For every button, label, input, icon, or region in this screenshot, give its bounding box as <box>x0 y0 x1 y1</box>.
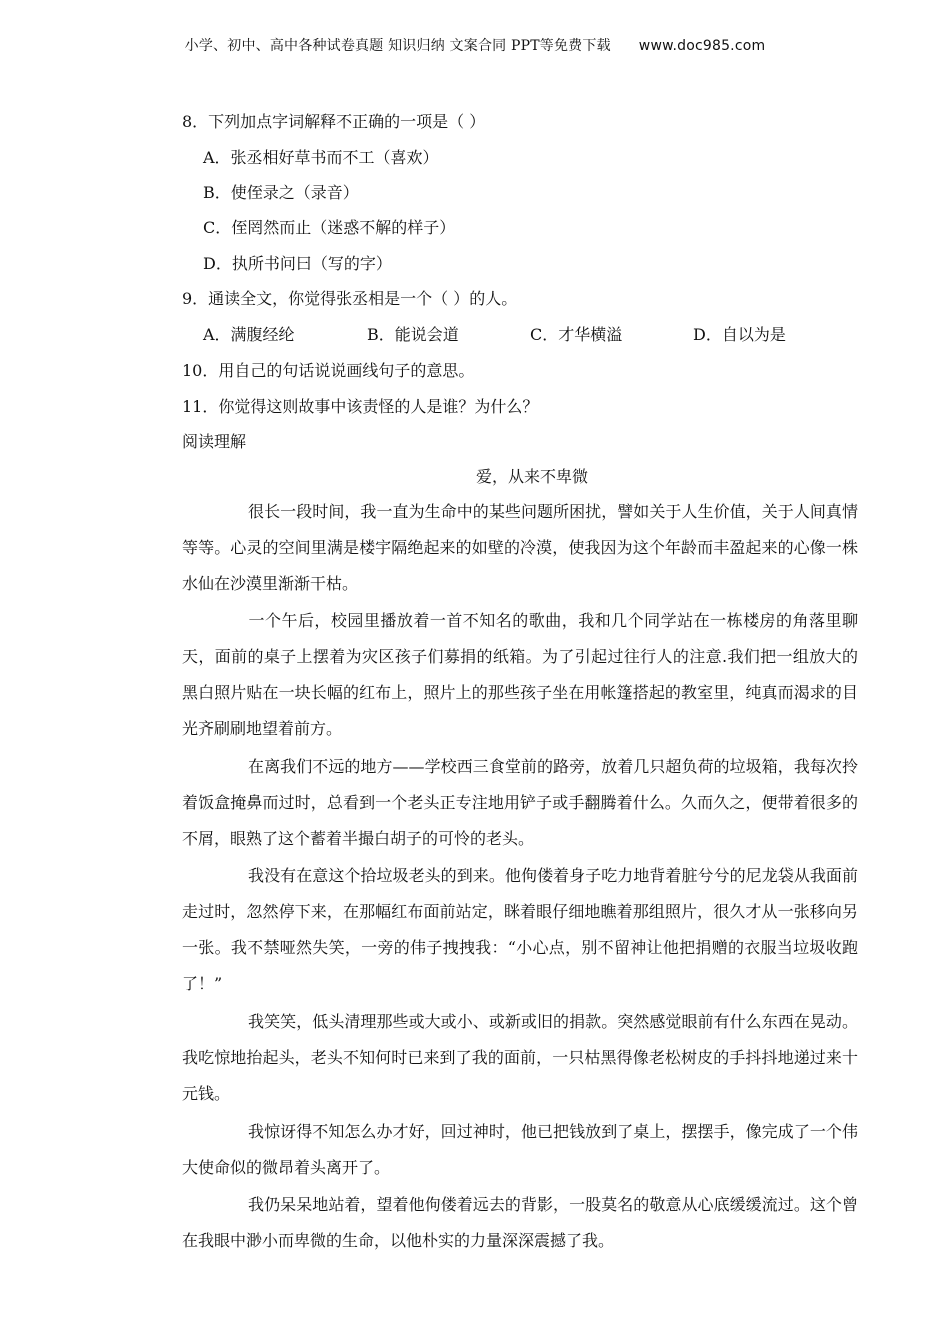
question-9-option-b: B．能说会道 <box>367 325 459 344</box>
section-label: 阅读理解 <box>182 432 247 451</box>
question-9-option-d: D．自以为是 <box>693 325 786 344</box>
header-site-link[interactable]: www.doc985.com <box>638 38 766 54</box>
article-paragraph: 我笑笑，低头清理那些或大或小、或新或旧的捐款。突然感觉眼前有什么东西在晃动。我吃惊地抬起头，老头不知何时已来到了我的面前，一只枯黑得像老松树皮的手抖抖地递过来十元钱。 <box>182 1012 858 1103</box>
question-9-option-a: A．满腹经纶 <box>203 325 295 344</box>
article-paragraph: 很长一段时间，我一直为生命中的某些问题所困扰，譬如关于人生价值，关于人间真情等等。心灵的空间里满是楼宇隔绝起来的如壁的冷漠，使我因为这个年龄而丰盈起来的心像一株水仙在沙漠里渐渐干枯。 <box>182 502 858 593</box>
header-tagline: 小学、初中、高中各种试卷真题 知识归纳 文案合同 PPT等免费下载 <box>184 38 611 54</box>
article-paragraph: 在离我们不远的地方——学校西三食堂前的路旁，放着几只超负荷的垃圾箱，我每次拎着饭盒掩鼻而过时，总看到一个老头正专注地用铲子或手翻腾着什么。久而久之，便带着很多的不屑，眼熟了这个蓄着半撮白胡子的可怜的老头。 <box>182 757 858 848</box>
question-9-stem: 9．通读全文，你觉得张丞相是一个（ ）的人。 <box>182 289 518 308</box>
article-paragraph: 一个午后，校园里播放着一首不知名的歌曲，我和几个同学站在一栋楼房的角落里聊天，面前的桌子上摆着为灾区孩子们募捐的纸箱。为了引起过往行人的注意.我们把一组放大的黑白照片贴在一块长幅的红布上，照片上的那些孩子坐在用帐篷搭起的教室里，纯真而渴求的目光齐刷刷地望着前方。 <box>182 611 858 738</box>
question-8-option-a: A．张丞相好草书而不工（喜欢） <box>203 148 439 167</box>
question-8-option-c: C．侄罔然而止（迷惑不解的样子） <box>203 218 456 237</box>
article-paragraph: 我仍呆呆地站着，望着他佝偻着远去的背影，一股莫名的敬意从心底缓缓流过。这个曾在我眼中渺小而卑微的生命，以他朴实的力量深深震撼了我。 <box>182 1195 858 1250</box>
question-8-option-b: B．使侄录之（录音） <box>203 183 359 202</box>
question-8-stem: 8．下列加点字词解释不正确的一项是（ ） <box>182 112 486 131</box>
article-paragraph: 我没有在意这个拾垃圾老头的到来。他佝偻着身子吃力地背着脏兮兮的尼龙袋从我面前走过时，忽然停下来，在那幅红布面前站定，眯着眼仔细地瞧着那组照片，很久才从一张移向另一张。我不禁哑然失笑，一旁的伟子拽拽我：“小心点，别不留神让他把捐赠的衣服当垃圾收跑了！” <box>182 866 858 993</box>
question-9-option-c: C．才华横溢 <box>530 325 623 344</box>
article-paragraph: 我惊讶得不知怎么办才好，回过神时，他已把钱放到了桌上，摆摆手，像完成了一个伟大使命似的微昂着头离开了。 <box>182 1122 858 1177</box>
question-8-option-d: D．执所书问曰（写的字） <box>203 254 392 273</box>
article-title: 爱，从来不卑微 <box>475 467 588 486</box>
question-11-stem: 11．你觉得这则故事中该责怪的人是谁？为什么？ <box>182 397 539 416</box>
page-header <box>0 35 950 55</box>
question-10-stem: 10．用自己的句话说说画线句子的意思。 <box>182 361 475 380</box>
